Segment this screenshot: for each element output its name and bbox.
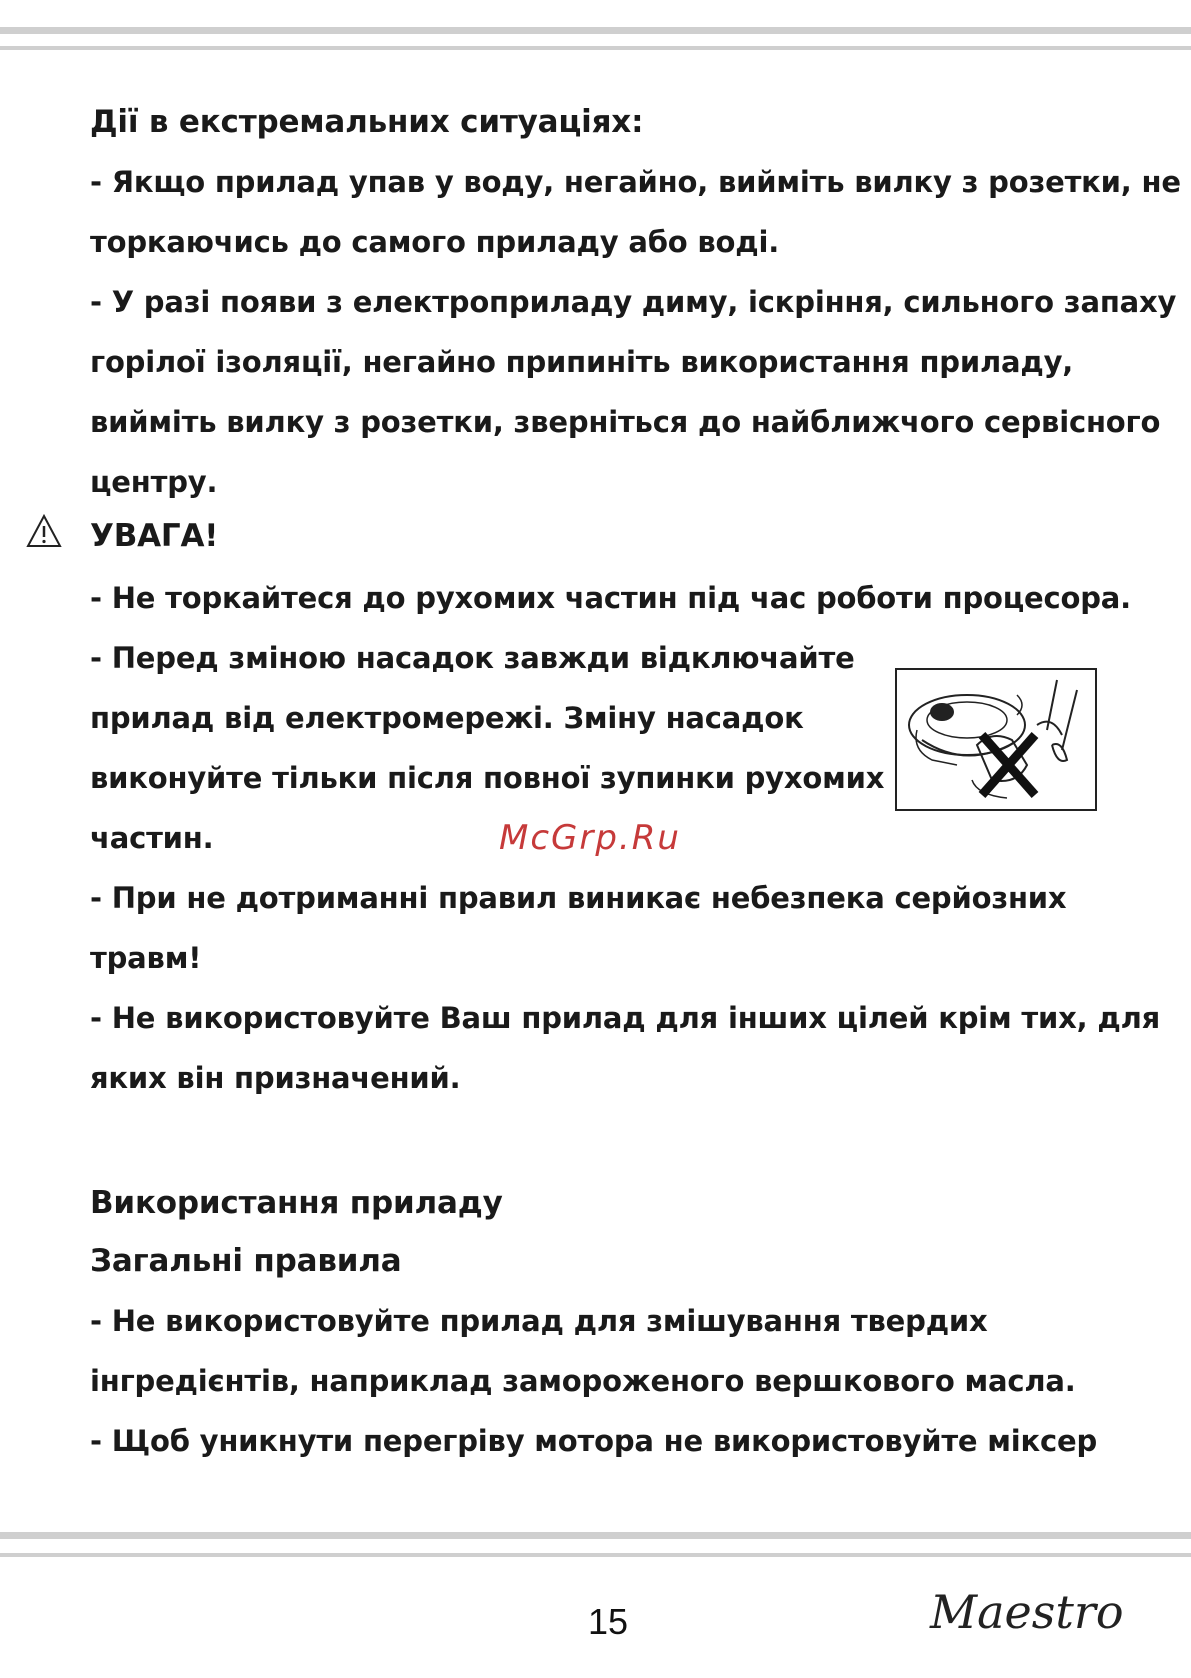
warning-line-7: травм!	[90, 941, 202, 975]
warning-line-8: - Не використовуйте Ваш прилад для інших цілей крім тих, для	[90, 1001, 1161, 1035]
warning-line-5: частин.	[90, 821, 214, 855]
bottom-rule-1	[0, 1532, 1191, 1539]
emergency-line-1: - Якщо прилад упав у воду, негайно, вийміть вилку з розетки, не	[90, 165, 1181, 199]
no-touch-illustration	[895, 668, 1097, 811]
usage-line-1: - Не використовуйте прилад для змішування твердих	[90, 1304, 988, 1338]
top-rule-2	[0, 46, 1191, 50]
emergency-line-2: торкаючись до самого приладу або воді.	[90, 225, 780, 259]
emergency-line-6: центру.	[90, 465, 218, 499]
warning-line-3: прилад від електромережі. Зміну насадок	[90, 701, 804, 735]
watermark: McGrp.Ru	[499, 818, 681, 858]
top-rule-1	[0, 27, 1191, 34]
section-title-emergency: Дії в екстремальних ситуаціях:	[90, 104, 644, 140]
usage-line-3: - Щоб уникнути перегріву мотора не використовуйте міксер	[90, 1424, 1098, 1458]
page-number: 15	[588, 1601, 629, 1642]
warning-title: УВАГА!	[90, 518, 219, 554]
warning-line-9: яких він призначений.	[90, 1061, 461, 1095]
emergency-line-4: горілої ізоляції, негайно припиніть використання приладу,	[90, 345, 1074, 379]
section-subtitle-general-rules: Загальні правила	[90, 1243, 402, 1279]
brand-logo: Maestro	[930, 1585, 1124, 1639]
warning-line-6: - При не дотриманні правил виникає небезпека серйозних	[90, 881, 1067, 915]
warning-triangle-icon	[26, 514, 62, 548]
warning-line-1: - Не торкайтеся до рухомих частин під час роботи процесора.	[90, 581, 1131, 615]
section-title-usage: Використання приладу	[90, 1185, 503, 1221]
emergency-line-5: вийміть вилку з розетки, зверніться до найближчого сервісного	[90, 405, 1161, 439]
emergency-line-3: - У разі появи з електроприладу диму, іскріння, сильного запаху	[90, 285, 1177, 319]
usage-line-2: інгредієнтів, наприклад замороженого вершкового масла.	[90, 1364, 1076, 1398]
warning-line-2: - Перед зміною насадок завжди відключайте	[90, 641, 855, 675]
bottom-rule-2	[0, 1553, 1191, 1557]
warning-line-4: виконуйте тільки після повної зупинки рухомих	[90, 761, 885, 795]
